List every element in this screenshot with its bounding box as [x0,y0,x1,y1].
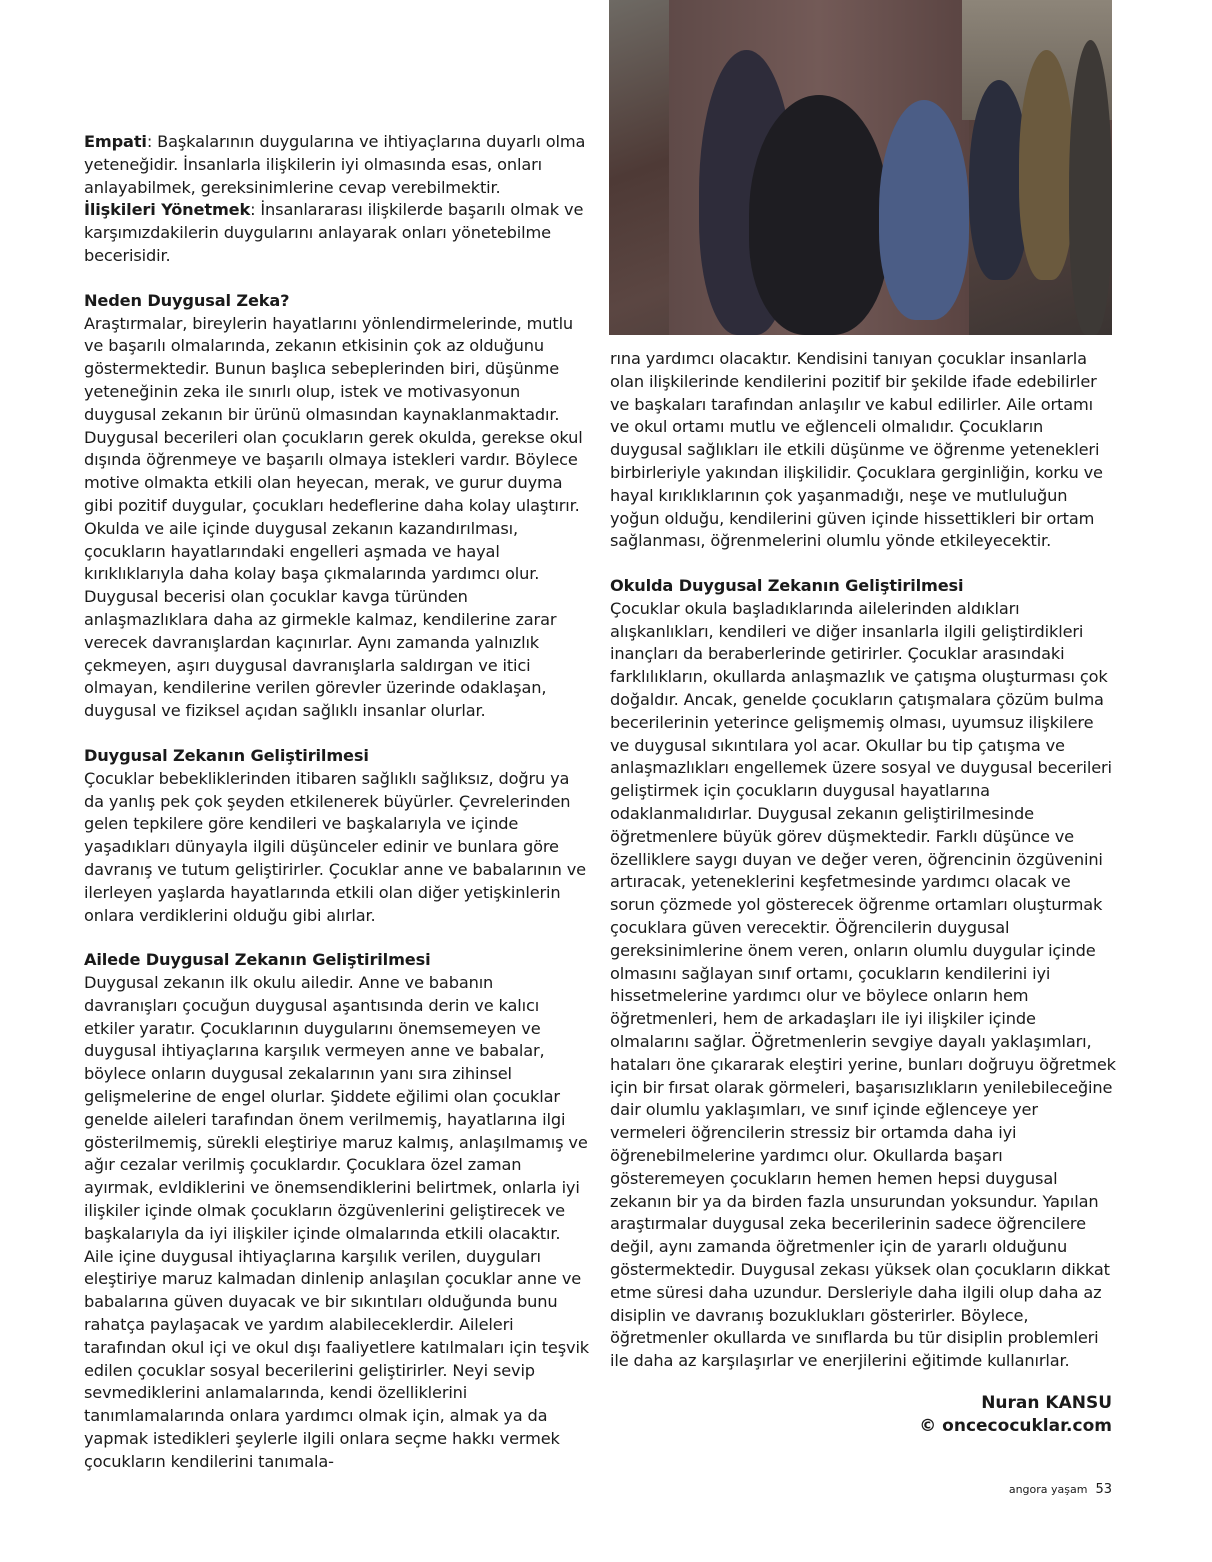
photo-child [1019,50,1074,280]
section-title-development: Duygusal Zekanın Geliştirilmesi [84,745,369,765]
page-number: 53 [1095,1482,1112,1497]
page-footer [1009,1482,1112,1497]
author-name: Nuran KANSU [981,1393,1112,1413]
section-body-why: Araştırmalar, bireylerin hayatlarını yönlendirmelerinde, mutlu ve başarılı olmalarında, zekanın etkisinin çok az olduğunu göstermektedir. Bunun başlıca sebeplerinden biri, düşünme yeteneğinin zeka ile sınırlı olup, istek ve motivasyonun duygusal zekanın bir ürünü olmasından kaynaklanmaktadır. Duygusal becerileri olan çocukların gerek okulda, gerekse okul dışında öğrenmeye ve başarılı olmaya istekleri vardır. Böylece motive olmakta etkili olan heyecan, merak, ve gurur duyma gibi pozitif duygular, çocukları hedeflerine daha kolay ulaştırır. Okulda ve aile içinde duygusal zekanın kazandırılması, çocukların hayatlarındaki engelleri aşmada ve hayal kırıklıklarıyla daha kolay başa çıkmalarında yardımcı olur. Duygusal becerisi olan çocuklar kavga türünden anlaşmazlıklara daha az girmekle kalmaz, kendilerine zarar verecek davranışlardan kaçınırlar. Aynı zamanda yalnızlık çekmeyen, aşırı duygusal davranışlarla saldırgan ve itici olmayan, kendilerine verilen görevler üzerinde odaklaşan, duygusal ve fiziksel açıdan sağlıklı insanlar olurlar. [84,313,583,721]
children-photo [609,0,1112,335]
continuation-body: rına yardımcı olacaktır. Kendisini tanıyan çocuklar insanlarla olan ilişkilerinde kendilerini pozitif bir şekilde ifade edebilirler ve başkaları tarafından anlaşılır ve kabul edilirler. Aile ortamı ve okul ortamı mutlu ve eğlenceli olmalıdır. Çocukların duygusal sağlıkları ile etkili düşünme ve öğrenme yetenekleri birbirleriyle yakından ilişkilidir. Çocuklara gerginliğin, korku ve hayal kırıklıklarının çok yaşanmadığı, neşe ve mutluluğun yoğun olduğu, kendilerini güven içinde hissettikleri bir ortam sağlanması, öğrenmelerini olumlu yönde etkileyecektir. [610,349,1103,551]
section-body-development: Çocuklar bebekliklerinden itibaren sağlıklı sağlıksız, doğru ya da yanlış pek çok şeyden etkilenerek büyürler. Çevrelerinden gelen tepkilere göre kendileri ve başkalarıyla ve içinde yaşadıkları dünyayla ilgili düşünceler edinir ve bunlara göre davranış ve tutum geliştirirler. Çocuklar anne ve babalarının ve ilerleyen yaşlarda hayatlarında etkili olan diğer yetişkinlerin onlara verdiklerini olduğu gibi alırlar. [84,768,586,925]
magazine-name: angora yaşam [1008,1483,1088,1496]
section-title-family: Ailede Duygusal Zekanın Geliştirilmesi [84,950,431,970]
right-column-continuation [610,348,1116,553]
term-relations: İlişkileri Yönetmek [84,200,251,220]
section-title-school: Okulda Duygusal Zekanın Geliştirilmesi [610,576,964,595]
intro-empathy [84,131,590,199]
definition-relations: : İnsanlararası ilişkilerde başarılı olmak ve karşımızdakilerin duygularını anlayarak onları yönetebilme becerisidir. [84,200,584,265]
photo-child [749,95,889,335]
section-body-school: Çocuklar okula başladıklarında ailelerinden aldıkları alışkanlıkları, kendileri ve diğer insanlarla ilgili geliştirdikleri inançları da beraberlerinde getirirler. Çocuklar arasındaki farklılıkların, okullarda anlaşmazlık ve çatışma oluşturması çok doğaldır. Ancak, genelde çocukların çatışmalara çözüm bulma becerilerinin yeterince gelişmemiş olması, uyumsuz ilişkilere ve duygusal sıkıntılara yol acar. Okullar bu tip çatışma ve anlaşmazlıkları engellemek üzere sosyal ve duygusal becerileri geliştirmek için çocukların duygusal hayatlarına odaklanmalıdırlar. Duygusal zekanın geliştirilmesinde öğretmenlere büyük görev düşmektedir. Farklı düşünce ve özelliklere saygı duyan ve değer veren, öğrencinin özgüvenini artıracak, yeteneklerini keşfetmesinde yardımcı olacak ve sorun çözmede yol gösterecek öğrenme ortamları oluşturmak çocuklara güven verecektir. Öğrencilerin duygusal gereksinimlerine önem veren, onların olumlu duygular içinde olmasını sağlayan sınıf ortamı, çocukların kendilerini iyi hissetmelerine yardımcı olur ve böylece onların hem öğretmenleri, hem de arkadaşları ile iyi ilişkiler içinde olmalarını sağlar. Öğretmenlerin sevgiye dayalı yaklaşımları, hataları öne çıkararak eleştiri yerine, bunları doğruyu öğretmek için bir fırsat olarak görmeleri, başarısızlıkların yenilebileceğine dair olumlu yaklaşımları, ve sınıf içinde eğlenceye yer vermeleri öğrencilerin stressiz bir ortamda daha iyi öğrenebilmelerine yardımcı olur. Okullarda başarı gösteremeyen çocukların hemen hemen hepsi duygusal zekanın bir ya da birden fazla unsurundan yoksundur. Yapılan araştırmalar duygusal zeka becerilerinin sadece öğrencilere değil, aynı zamanda öğretmenler için de yararlı olduğunu göstermektedir. Duygusal zekası yüksek olan çocukların dikkat etme süresi daha uzundur. Dersleriyle daha ilgili olup daha az disiplin ve davranış bozuklukları gösterirler. Böylece, öğretmenler okullarda ve sınıflarda bu tür disiplin problemleri ile daha az karşılaşırlar ve enerjilerini eğitimde kullanırlar. [610,598,1116,1371]
section-body-family: Duygusal zekanın ilk okulu ailedir. Anne ve babanın davranışları çocuğun duygusal aşantısında derin ve kalıcı etkiler yaratır. Çocuklarının duygularını önemsemeyen ve duygusal ihtiyaçlarına karşılık vermeyen anne ve babalar, böylece onların duygusal zekalarının yanı sıra zihinsel gelişmelerine de engel olurlar. Şiddete eğilimi olan çocuklar genelde aileleri tarafından önem verilmemiş, hayatlarına ilgi gösterilmemiş, sürekli eleştiriye maruz kalmış, anlaşılmamış ve ağır cezalar verilmiş çocuklardır. Çocuklara özel zaman ayırmak, evldiklerini ve önemsendiklerini belirtmek, onlarla iyi ilişkiler içinde olmak çocukların özgüvenlerini geliştirecek ve başkalarıyla da iyi ilişkiler içinde olmalarında etkili olacaktır. Aile içine duygusal ihtiyaçlarına karşılık verilen, duyguları eleştiriye maruz kalmadan dinlenip anlaşılan çocuklar anne ve babalarına güven duyacak ve bir sıkıntıları olduğunda bunu rahatça paylaşacak ve yardım alabileceklerdir. Aileleri tarafından okul içi ve okul dışı faaliyetlere katılmaları için teşvik edilen çocuklar sosyal becerilerini geliştirirler. Neyi sevip sevmediklerini anlamalarında, kendi özelliklerini tanımlamalarında onlara yardımcı olmak için, almak ya da yapmak istedikleri şeylerle ilgili onlara seçme hakkı vermek çocukların kendilerini tanımala- [84,973,590,1471]
intro-relations [84,199,590,267]
definition-empathy: : Başkalarının duygularına ve ihtiyaçlarına duyarlı olma yeteneğidir. İnsanlarla ilişkilerin iyi olmasında esas, onları anlayabilmek, gereksinimlerine cevap verebilmektir. [84,132,586,197]
term-empathy: Empati [84,132,147,151]
photo-child [1069,40,1112,335]
right-column-school [610,575,1116,1373]
left-column [84,131,590,1474]
photo-child [879,100,969,320]
author-website: © oncecocuklar.com [919,1416,1112,1436]
section-title-why: Neden Duygusal Zeka? [84,290,290,310]
